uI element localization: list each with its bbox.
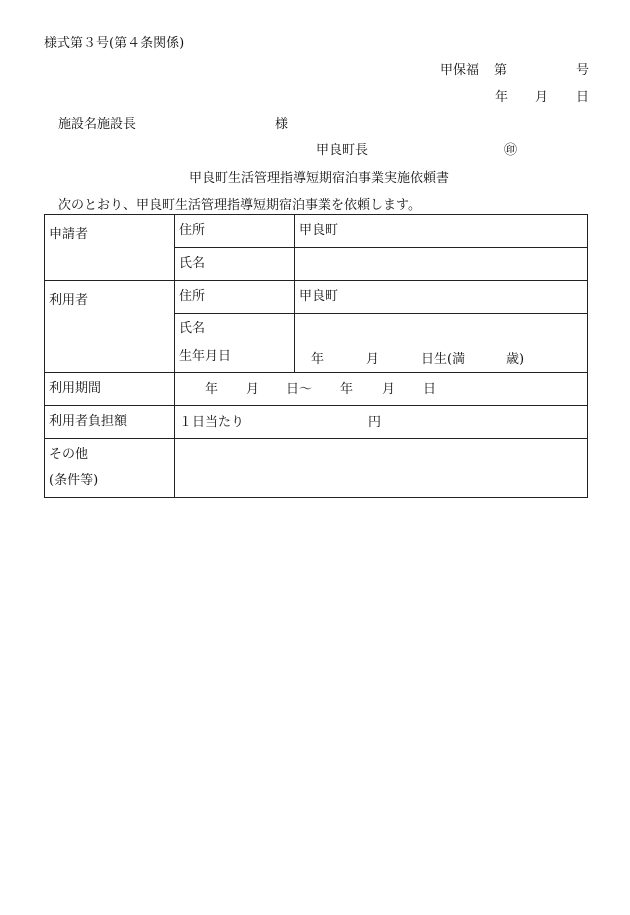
period-day-1: 日～ [286, 382, 313, 397]
doc-number-go: 号 [576, 63, 590, 78]
applicant-address-value[interactable]: 甲良町 [295, 215, 588, 248]
applicant-address-row [45, 215, 588, 248]
form-number: 様式第３号(第４条関係) [44, 36, 185, 51]
intro-text: 次のとおり、甲良町生活管理指導短期宿泊事業を依頼します。 [58, 198, 421, 213]
sender-title: 甲良町長 [316, 143, 369, 158]
applicant-name-value[interactable] [295, 248, 588, 281]
age-unit: 歳) [506, 352, 525, 367]
other-value[interactable] [175, 439, 588, 498]
period-label: 利用期間 [45, 373, 175, 406]
period-month-1: 月 [246, 382, 260, 397]
user-name-birth-labels [175, 314, 295, 373]
recipient-label: 施設名施設長 [58, 117, 137, 132]
user-name-birth-values[interactable] [295, 314, 588, 373]
other-label-line1: その他 [49, 447, 89, 462]
period-year-2: 年 [340, 382, 354, 397]
birth-year-unit: 年 [311, 352, 325, 367]
fee-label: 利用者負担額 [45, 406, 175, 439]
applicant-name-label: 氏名 [175, 248, 295, 281]
date-year: 年 [495, 90, 509, 105]
other-label [45, 439, 175, 498]
fee-per-day: １日当たり [179, 415, 245, 430]
doc-number-dai: 第 [494, 63, 508, 78]
document-title: 甲良町生活管理指導短期宿泊事業実施依頼書 [189, 171, 450, 186]
birth-month-unit: 月 [366, 352, 380, 367]
user-address-value[interactable]: 甲良町 [295, 281, 588, 314]
user-label: 利用者 [45, 281, 175, 373]
user-address-row [45, 281, 588, 314]
birth-day-unit: 日生(満 [421, 352, 466, 367]
doc-number-prefix: 甲保福 [440, 63, 480, 78]
fee-value[interactable] [175, 406, 588, 439]
user-name-label: 氏名 [179, 321, 206, 336]
other-row [45, 439, 588, 498]
request-table [44, 214, 588, 498]
period-day-2: 日 [423, 382, 437, 397]
fee-yen: 円 [368, 415, 382, 430]
user-address-label: 住所 [175, 281, 295, 314]
period-year-1: 年 [205, 382, 219, 397]
period-value[interactable] [175, 373, 588, 406]
applicant-address-label: 住所 [175, 215, 295, 248]
other-label-line2: (条件等) [49, 473, 99, 488]
user-birth-label: 生年月日 [179, 349, 232, 364]
period-month-2: 月 [382, 382, 396, 397]
fee-row [45, 406, 588, 439]
date-month: 月 [535, 90, 549, 105]
applicant-label: 申請者 [45, 215, 175, 281]
recipient-honorific: 様 [275, 117, 289, 132]
seal-mark: ㊞ [504, 143, 518, 158]
period-row [45, 373, 588, 406]
date-day: 日 [576, 90, 590, 105]
